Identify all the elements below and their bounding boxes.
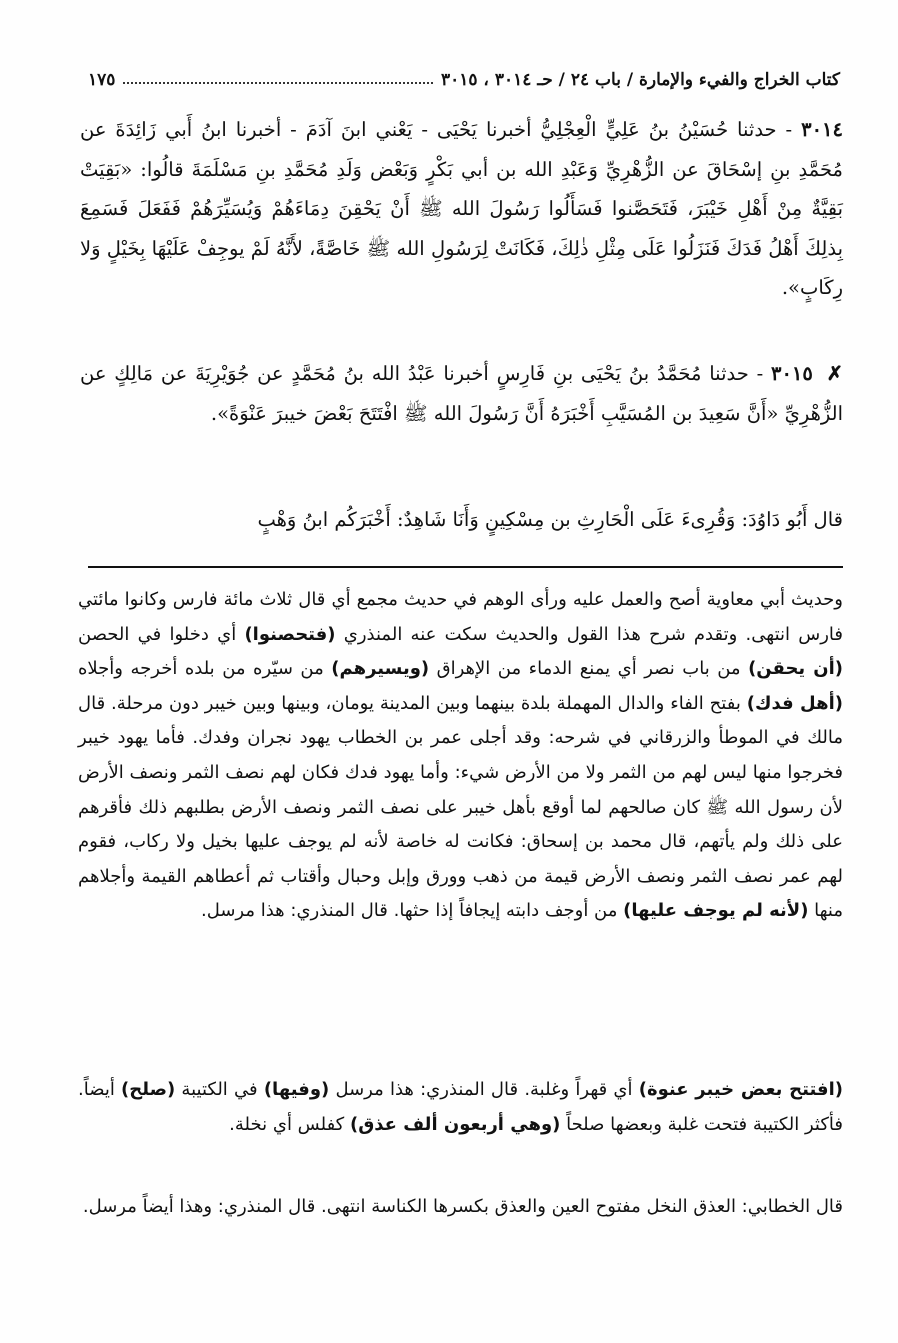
commentary-keyword: (وهي أربعون ألف عذق) xyxy=(349,1113,561,1135)
commentary-text: أيضاً. فأكثر الكتيبة فتحت غلبة وبعضها صلحاً xyxy=(78,1079,843,1135)
commentary-text: من سيّره من بلده أخرجه وأجلاه xyxy=(78,658,332,680)
hadith-number: ٣٠١٥ xyxy=(770,362,813,385)
page-number: ١٧٥ xyxy=(88,70,116,90)
commentary-keyword: (أن يحقن) xyxy=(748,658,843,680)
commentary-text: في الكتيبة xyxy=(175,1079,264,1100)
commentary-keyword: (فتحصنوا) xyxy=(244,623,336,645)
commentary-text: أي قهراً وغلبة. قال المنذري: هذا مرسل xyxy=(329,1079,639,1100)
commentary-text: من باب نصر أي يمنع الدماء من الإهراق xyxy=(429,658,749,680)
hadith-number: ٣٠١٤ xyxy=(801,118,843,141)
commentary-text: بفتح الفاء والدال المهملة بلدة بينهما وبين المدينة يومان، وبينها وبين خيبر دون مرحلة. قال مالك في الموطأ والزرقاني في شرحه: وقد أجلى عمر بن الخطاب يهود نجران وفدك. فأما يهود خيبر فخرجوا منها ليس لهم من الثمر ولا من الأرض شيء: وأما يهود فدك فكان لهم نصف الثمر ونصف الأرض لأن رسول الله ﷺ كان صالحهم لما أوقع بأهل خيبر على نصف الثمر ونصف الأرض بطلبهم ذلك فأقرهم على ذلك ولم يأتهم، قال محمد بن إسحاق: فكانت له خاصة لأنه لم يوجف عليها بخيل ولا ركاب، فقوم لهم عمر نصف الثمر ونصف الأرض قيمة من ذهب وورق وإبل وحبال وأقتاب ثم أعطاهم القيمة وأجلاهم منها xyxy=(78,692,843,922)
commentary-text: كفلس أي نخلة. xyxy=(229,1113,350,1135)
abu-dawud-note xyxy=(80,500,843,540)
hadith-text: - حدثنا حُسَيْنُ بنُ عَلِيٍّ الْعِجْلِيُّ أخبرنا يَحْيَى - يَعْني ابنَ آدَمَ - أخبرنا ابنُ أَبي زَائِدَةَ عن مُحَمَّدِ بنِ إسْحَاقَ عن الزُّهْرِيِّ وَعَبْدِ الله بن أبي بَكْرٍ وَبَعْض وَلَدِ مُحَمَّدِ بنِ مَسْلَمَةَ قالُوا: «بَقِيَتْ بَقِيَّةٌ مِنْ أَهْلِ خَيْبَرَ، فَتَحَصَّنوا فَسَأَلُوا رَسُولَ الله ﷺ أَنْ يَحْقِنَ دِمَاءَهُمْ وَيُسَيِّرَهُمْ فَفَعَلَ فَسَمِعَ بِذلِكَ أَهْلُ فَدَكَ فَنَزَلُوا عَلَى مِثْلِ ذٰلِكَ، فَكَانَتْ لِرَسُولِ الله ﷺ خَاصَّةً، لأَنَّهُ لَمْ يوجِفْ عَلَيْهَا بِخَيْلٍ وَلا رِكَابٍ». xyxy=(80,118,843,299)
weak-hadith-mark: ✗ xyxy=(826,362,844,385)
commentary-paragraph-1 xyxy=(78,583,843,929)
commentary-text: قال الخطابي: العذق النخل مفتوح العين والعذق بكسرها الكناسة انتهى. قال المنذري: وهذا أيضاً مرسل. xyxy=(82,1196,843,1217)
header-title: كتاب الخراج والفيء والإمارة / باب ٢٤ / حـ ٣٠١٤ ، ٣٠١٥ xyxy=(440,70,840,90)
commentary-text: وحديث أبي معاوية أصح والعمل عليه ورأى الوهم في حديث مجمع أي قال ثلاث مائة فارس وكانوا مائتي فارس انتهى. وتقدم شرح هذا القول والحديث سكت عنه المنذري xyxy=(78,589,843,645)
commentary-keyword: (ويسيرهم) xyxy=(331,658,430,680)
commentary-paragraph-2 xyxy=(78,1073,843,1142)
commentary-text: من أوجف دابته إيجافاً إذا حثها. قال المنذري: هذا مرسل. xyxy=(200,900,624,922)
hadith-text: - حدثنا مُحَمَّدُ بنُ يَحْيَى بنِ فَارِسٍ أخبرنا عَبْدُ الله بنُ مُحَمَّدٍ عن جُوَيْرِيَةَ عن مَالِكٍ عن الزُّهْرِيِّ «أَنَّ سَعِيدَ بن المُسَيَّبِ أَخْبَرَهُ أَنَّ رَسُولَ الله ﷺ افْتَتَحَ بَعْضَ خيبرَ عَنْوَةً». xyxy=(80,362,843,425)
abu-dawud-text: قال أَبُو دَاوُدَ: وَقُرِىءَ عَلَى الْحَارِثِ بن مِسْكِينٍ وَأَنَا شَاهِدٌ: أَخْبَرَكُم ابنُ وَهْبٍ xyxy=(257,508,843,531)
header-dot-leader xyxy=(123,82,433,84)
commentary-keyword: (أهل فدك) xyxy=(746,692,843,714)
commentary-keyword: (لأنه لم يوجف عليها) xyxy=(623,900,809,922)
commentary-keyword: (وفيها) xyxy=(263,1079,330,1100)
footnote-divider xyxy=(88,566,843,568)
hadith-3014 xyxy=(80,110,843,308)
hadith-3015 xyxy=(80,354,843,433)
commentary-text: أي دخلوا في الحصن xyxy=(78,623,245,645)
commentary-keyword: (افتتح بعض خيبر عنوة) xyxy=(638,1079,843,1100)
running-header xyxy=(88,62,840,90)
commentary-keyword: (صلح) xyxy=(121,1079,176,1100)
commentary-paragraph-3 xyxy=(78,1190,843,1225)
